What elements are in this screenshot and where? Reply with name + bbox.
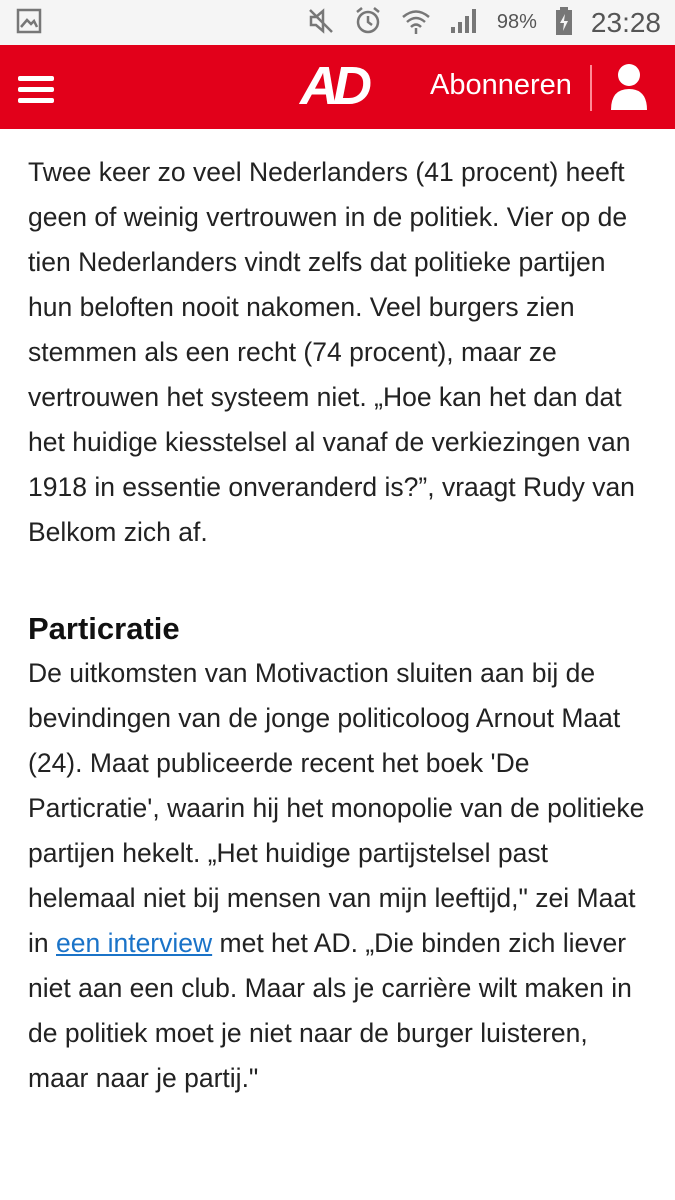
alarm-icon — [353, 6, 383, 40]
hamburger-menu-icon[interactable] — [18, 76, 54, 102]
article-paragraph: Twee keer zo veel Nederlanders (41 procent) heeft geen of weinig vertrouwen in de politiek. Vier op de tien Nederlanders vindt zelfs dat politieke partijen hun beloften nooit nakomen. Veel burgers zien stemmen als een recht (74 procent), maar ze vertrouwen het systeem niet. „Hoe kan het dan dat het huidige kiesstelsel al vanaf de verkiezingen van 1918 in essentie onveranderd is?”, vraagt Rudy van Belkom zich af. — [28, 157, 635, 547]
subscribe-button[interactable]: Abonneren — [430, 69, 572, 101]
mute-icon — [307, 7, 335, 39]
clock: 23:28 — [590, 6, 661, 38]
interview-link[interactable]: een interview — [56, 928, 213, 958]
battery-percentage: 98% — [496, 11, 537, 33]
battery-charging-icon — [555, 6, 573, 40]
ad-logo[interactable]: AD — [300, 56, 366, 116]
article-paragraph — [28, 651, 647, 1101]
signal-icon — [449, 7, 479, 39]
header-divider — [590, 65, 592, 111]
status-bar — [0, 0, 675, 45]
article-subheading: Particratie — [28, 611, 180, 646]
wifi-icon — [401, 7, 431, 39]
paragraph-text: De uitkomsten van Motivaction sluiten aan bij de bevindingen van de jonge politicoloog Arnout Maat (24). Maat publiceerde recent het boek 'De Particratie', waarin hij het monopolie van de politieke partijen hekelt. „Het huidige partijstelsel past helemaal niet bij mensen van mijn leeftijd," zei Maat in — [28, 658, 645, 958]
article-content — [0, 129, 675, 1101]
account-user-icon[interactable] — [609, 62, 649, 112]
paragraph-text: met het AD. „Die binden zich liever niet aan een club. Maar als je carrière wilt maken in de politiek moet je niet naar de burger luisteren, maar naar je partij." — [28, 928, 632, 1093]
image-notification-icon — [16, 8, 42, 38]
app-header — [0, 45, 675, 129]
